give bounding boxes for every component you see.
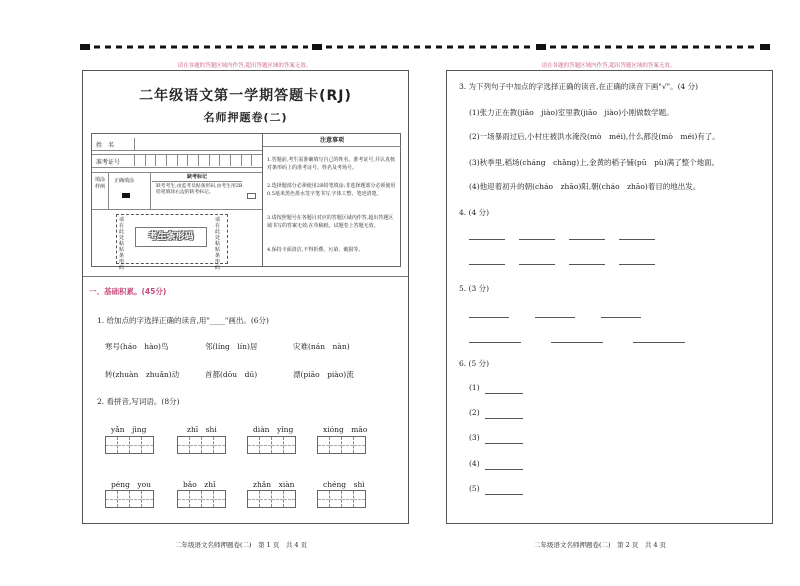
q2-pinyin-8: chéng shì <box>323 480 365 489</box>
q5-blank-6[interactable] <box>633 341 685 343</box>
right-page <box>446 70 773 524</box>
missing-label: 缺考标记 <box>152 174 242 182</box>
q5-blank-3[interactable] <box>601 316 641 318</box>
q1-item-3[interactable]: 灾难(nán nàn) <box>293 342 350 351</box>
footer-left: 二年级语文名师押题卷(二) 第 1 页 共 4 页 <box>175 541 308 549</box>
q1-item-5[interactable]: 首都(dōu dū) <box>205 370 258 379</box>
q2-pinyin-6: bǎo zhǐ <box>183 480 216 489</box>
barcode-area <box>116 214 228 271</box>
fill-sample-row <box>92 172 262 210</box>
q2-pinyin-2: zhī shi <box>187 425 217 434</box>
q4-blank-3[interactable] <box>569 238 605 240</box>
q4-blank-7[interactable] <box>569 263 605 265</box>
q6-label-4: (4) <box>469 459 480 468</box>
barcode-placeholder: 考生条形码 <box>135 227 207 247</box>
notice-right: 请在各题的答题区域内作答,超出答题区域的答案无效。 <box>541 63 676 69</box>
q2-prompt: 2. 看拼音,写词语。(8分) <box>97 397 180 406</box>
q2-box-5[interactable] <box>105 490 154 508</box>
q6-prompt: 6. (5 分) <box>459 359 490 368</box>
q3-item-3[interactable]: (3)秋季里,稻场(cháng chǎng)上,金黄的稻子铺(pū pù)满了整个地面。 <box>469 158 720 167</box>
filled-mark-icon <box>122 193 130 198</box>
q4-blank-8[interactable] <box>619 263 655 265</box>
missing-desc: 缺考考生,由监考员贴条形码,由考生用2B铅笔填涂右边的缺考标记。 <box>156 184 243 195</box>
q1-item-4[interactable]: 转(zhuàn zhuǎn)动 <box>105 370 180 379</box>
exam-no-row <box>92 154 262 168</box>
footer-right: 二年级语文名师押题卷(二) 第 2 页 共 4 页 <box>534 541 667 549</box>
note-1: 1.答题前,考生需准确填写自己的姓名、准考证号,并认真核对条形码上的准考证号、姓名及考场号。 <box>267 157 395 171</box>
notes-title: 注意事项 <box>263 135 401 147</box>
q2-pinyin-3: diàn yǐng <box>253 425 294 434</box>
notice-left: 请在各题的答题区域内作答,超出答题区域的答案无效。 <box>177 63 312 69</box>
card-subtitle: 名师押题卷(二) <box>203 111 288 124</box>
name-field[interactable] <box>134 138 263 150</box>
q6-label-3: (3) <box>469 433 480 442</box>
q2-pinyin-4: xióng māo <box>323 425 368 434</box>
q2-pinyin-1: yǎn jìng <box>111 425 147 434</box>
q5-prompt: 5. (3 分) <box>459 284 490 293</box>
q6-label-1: (1) <box>469 383 480 392</box>
q4-blank-1[interactable] <box>469 238 505 240</box>
q2-box-3[interactable] <box>247 436 296 454</box>
left-page <box>82 70 409 524</box>
section-1-heading: 一、基础积累。(45分) <box>89 287 167 296</box>
q2-box-6[interactable] <box>177 490 226 508</box>
card-title: 二年级语文第一学期答题卡(RJ) <box>139 88 352 104</box>
q5-blank-5[interactable] <box>551 341 603 343</box>
q1-item-1[interactable]: 寒号(háo hào)鸟 <box>105 342 169 351</box>
q4-prompt: 4. (4 分) <box>459 208 490 217</box>
q6-blank-1[interactable] <box>485 392 523 394</box>
q1-prompt: 1. 给加点的字选择正确的读音,用"____"画出。(6分) <box>97 316 269 325</box>
note-3: 3.请按照题号在各题目对应的答题区域内作答,超出答题区域书写的答案无效;在草稿纸、试题卷上答题无效。 <box>267 215 394 229</box>
q5-blank-2[interactable] <box>535 316 575 318</box>
q3-prompt: 3. 为下列句子中加点的字选择正确的读音,在正确的读音下画"√"。(4 分) <box>459 82 699 91</box>
q2-box-4[interactable] <box>317 436 366 454</box>
q3-item-2[interactable]: (2)一场暴雨过后,小村庄被洪水淹没(mò méi),什么都没(mò méi)有了。 <box>469 132 720 141</box>
q6-label-5: (5) <box>469 484 480 493</box>
q5-blank-1[interactable] <box>469 316 509 318</box>
q6-blank-3[interactable] <box>485 442 523 444</box>
barcode-side-left: 请在此处粘贴条形码 <box>119 217 125 271</box>
q4-blank-2[interactable] <box>519 238 555 240</box>
missing-checkbox[interactable] <box>247 193 256 199</box>
q2-pinyin-7: zhǎn xiàn <box>253 480 295 489</box>
q6-label-2: (2) <box>469 408 480 417</box>
q4-blank-6[interactable] <box>519 263 555 265</box>
q4-blank-4[interactable] <box>619 238 655 240</box>
q1-item-2[interactable]: 邻(líng lín)居 <box>205 342 258 351</box>
name-row[interactable] <box>92 138 262 151</box>
q6-blank-2[interactable] <box>485 417 523 419</box>
exam-no-label: 准考证号 <box>96 159 121 166</box>
exam-no-cells[interactable] <box>134 155 262 167</box>
q4-blank-5[interactable] <box>469 263 505 265</box>
note-2: 2.选择题部分必须使用2B铅笔填涂;非选择题部分必须使用0.5毫米黑色墨水签字笔书写,字体工整、笔迹清楚。 <box>267 183 396 197</box>
notes-block <box>262 134 401 266</box>
note-4: 4.保持卡面清洁,不得折叠、污染、破损等。 <box>267 247 364 253</box>
barcode-side-right: 请在此处粘贴条形码 <box>215 217 221 271</box>
q1-item-6[interactable]: 漂(piāo piào)流 <box>293 370 354 379</box>
q3-item-4[interactable]: (4)他迎着初升的朝(cháo zhāo)阳,朝(cháo zhāo)着目的地出发。 <box>469 182 701 191</box>
correct-fill-label: 正确填涂 <box>114 178 135 184</box>
q5-blank-4[interactable] <box>469 341 521 343</box>
q6-blank-5[interactable] <box>485 493 523 495</box>
q6-blank-4[interactable] <box>485 468 523 470</box>
info-block <box>91 133 401 271</box>
q2-box-8[interactable] <box>317 490 366 508</box>
name-label: 姓 名 <box>96 142 115 149</box>
q2-box-2[interactable] <box>177 436 226 454</box>
fill-example-label: 填涂样例 <box>95 177 106 190</box>
q2-pinyin-5: péng you <box>111 480 151 489</box>
q2-box-1[interactable] <box>105 436 154 454</box>
q3-item-1[interactable]: (1)张力正在教(jiāo jiào)室里教(jiāo jiào)小刚做数学题。 <box>469 108 674 117</box>
q2-box-7[interactable] <box>247 490 296 508</box>
top-marker-line <box>80 44 770 50</box>
